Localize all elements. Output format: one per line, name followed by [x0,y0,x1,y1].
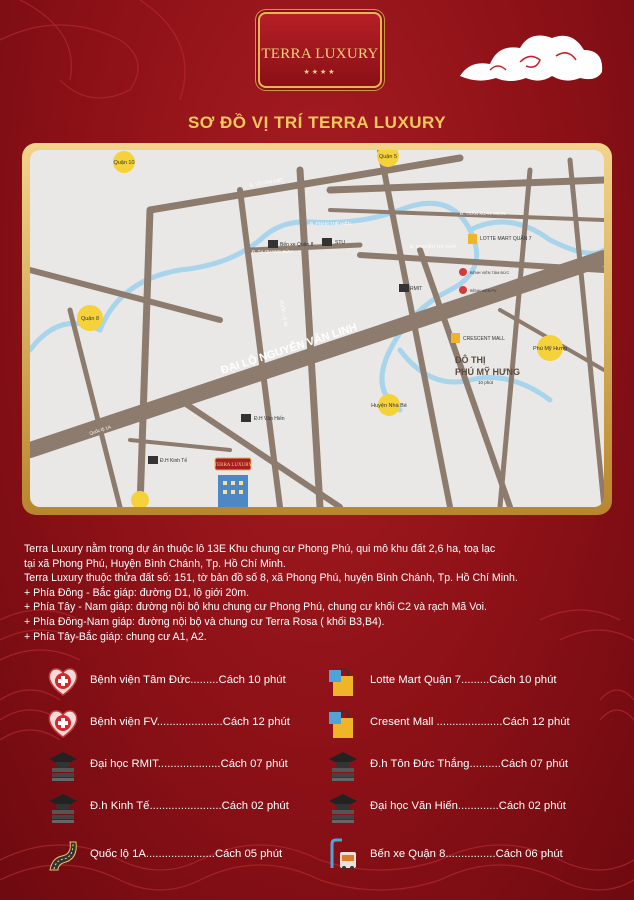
shopping-bag-icon [326,664,360,698]
city-sub-label: 10 phút [478,380,494,385]
graduation-cap-icon [326,748,360,782]
page-title: SƠ ĐỒ VỊ TRÍ TERRA LUXURY [187,113,447,132]
district-label: Huyện Nhà Bè [371,403,407,409]
bus-station-icon [268,240,278,248]
description-line: Terra Luxury thuộc thửa đất số: 151, tờ bản đồ số 8, xã Phong Phú, huyện Bình Chánh, Tp. Hồ Chí Minh. [24,572,518,585]
amenity-label: Bến xe Quận 8................Cách 06 phút [370,848,563,860]
building-icon [218,475,248,507]
road-label: Đ. TẠ QUANG BỬU [252,249,293,254]
amenity-label: Đại học RMIT....................Cách 07 phút [90,758,288,770]
place-label: CRESCENT MALL [463,336,505,342]
highway-icon [46,838,80,872]
amenity-label: Bệnh viện FV.....................Cách 12 phút [90,716,290,728]
shopping-bag-icon [326,706,360,740]
logo-text: TERRA LUXURY [261,46,379,62]
amenity-label: Đ.h Kinh Tế.......................Cách 02 phút [90,800,289,812]
hospital-icon [459,286,467,294]
road-label: Đ. VÕ VĂN KIỆT [249,177,284,188]
road-label: Quốc lộ 1A [88,424,112,436]
brand-logo [258,12,382,88]
road-label: Đ. NGUYỄN THỊ THẬP [410,244,457,249]
graduation-cap-icon [241,414,251,422]
place-label: BỆNH VIỆN TÂM ĐỨC [470,271,510,275]
graduation-cap-icon [322,238,332,246]
shopping-bag-icon [468,234,477,244]
description-line: + Phía Đông-Nam giáp: đường nội bộ và chung cư Terra Rosa ( khối B3,B4). [24,615,385,628]
graduation-cap-icon [399,284,409,292]
main-road-label: ĐẠI LỘ NGUYỄN VĂN LINH [219,321,359,377]
hospital-icon [459,268,467,276]
description-line: tại xã Phong Phú, Huyện Bình Chánh, Tp. Hồ Chí Minh. [24,557,286,570]
amenity-label: Lotte Mart Quận 7.........Cách 10 phút [370,674,557,686]
graduation-cap-icon [46,790,80,824]
district-label: Quận 5 [378,154,398,160]
description [24,542,624,644]
city-label: PHÚ MỸ HƯNG [455,367,520,377]
road-label: Đ. PHẠM THẾ HIỂN [310,221,351,226]
shopping-bag-icon [451,333,460,343]
amenity-label: Cresent Mall .....................Cách 12 phút [370,716,570,728]
description-line: Terra Luxury nằm trong dự án thuộc lô 13E Khu chung cư Phong Phú, qui mô khu đất 2,6 ha, toạ lạc [24,543,496,555]
road-label: QUỐC LỘ 50 [279,299,289,327]
amenity-label: Đ.h Tôn Đức Thắng..........Cách 07 phút [370,758,569,770]
description-line: + Phía Tây - Nam giáp: đường nội bộ khu chung cư Phong Phú, chung cư khối C2 và rạch Mã Voi. [24,601,487,614]
amenity-label: Đại học Văn Hiến.............Cách 02 phút [370,800,566,812]
location-map [30,150,604,507]
amenity-label: Bệnh viện Tâm Đức.........Cách 10 phút [90,674,286,686]
project-marker-label: TERRA LUXURY [214,463,252,468]
district-label: Phú Mỹ Hưng [533,346,567,352]
district-label: Quận 10 [113,160,135,166]
place-label: LOTTE MART QUẬN 7 [480,236,532,242]
description-line: + Phía Đông - Bắc giáp: đường D1, lộ giới 20m. [24,586,250,599]
hospital-icon [46,664,80,698]
hospital-icon [46,706,80,740]
amenity-label: Quốc lộ 1A......................Cách 05 phút [90,848,283,860]
district-marker [131,491,149,507]
place-label: BỆNH VIỆN FV [470,289,497,293]
place-label: RMIT [410,286,423,292]
description-line: + Phía Tây-Bắc giáp: chung cư A1, A2. [24,630,207,643]
place-label: Đ.H Văn Hiến [254,416,285,422]
logo-stars: ★★★★ [303,69,337,76]
bus-station-icon [326,838,360,872]
place-label: STU [335,240,345,246]
place-label: Bến xe Quận 8 [280,242,314,248]
graduation-cap-icon [46,748,80,782]
graduation-cap-icon [148,456,158,464]
road-label: Đ. TRẦN XUÂN SOẠN [460,211,506,216]
place-label: Đ.H Kinh Tế [160,458,188,464]
city-label: ĐÔ THỊ [455,355,486,365]
district-label: Quận 8 [80,316,100,322]
cloud-icon [460,36,602,81]
graduation-cap-icon [326,790,360,824]
